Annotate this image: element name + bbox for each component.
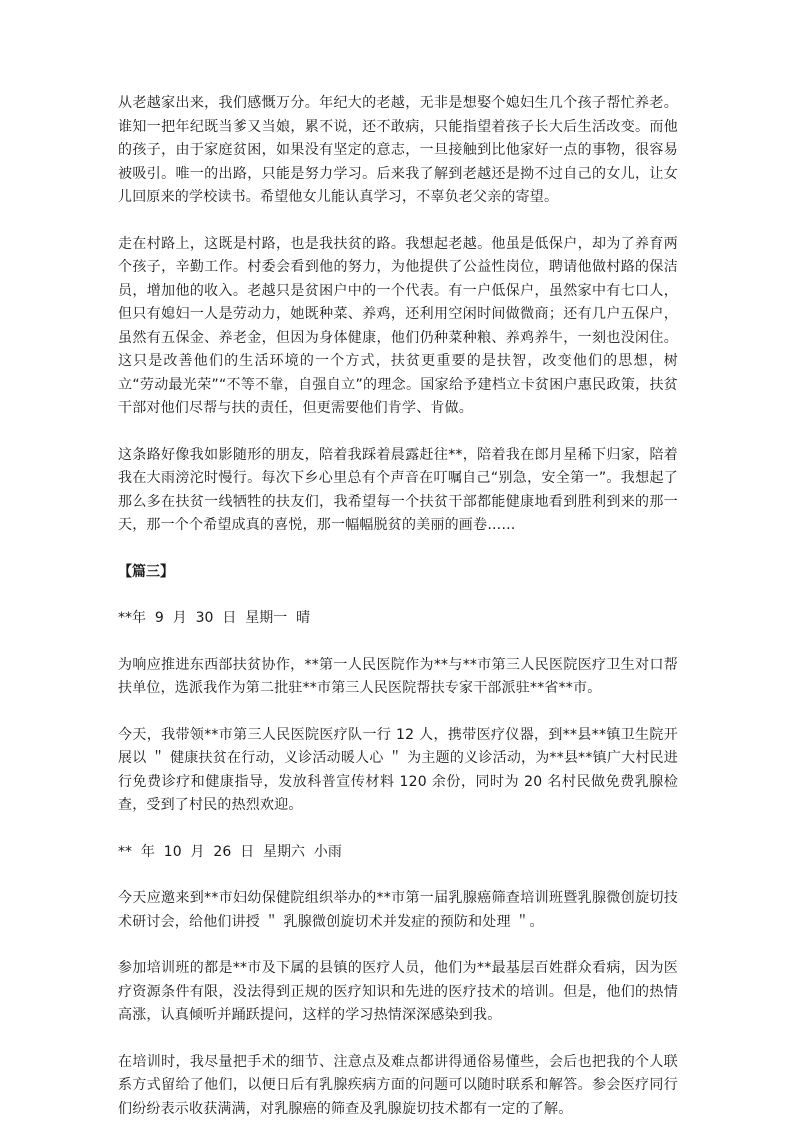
paragraph-entry1-intro: 为响应推进东西部扶贫协作，**第一人民医院作为**与**市第三人民医院医疗卫生对口帮扶单位，选派我作为第二批驻**市第三人民医院帮扶专家干部派驻**省**市。 [118,656,678,696]
paragraph-road-friend: 这条路好像我如影随形的朋友，陪着我踩着晨露赶往**，陪着我在郎月星稀下归家，陪着我在大雨滂沱时慢行。每次下乡心里总有个声音在叮嘱自己“别急，安全第一”。我想起了那么多在扶贫一线牺牲的扶友们，我希望每一个扶贫干部都能健康地看到胜利到来的那一天，那一个个希望成真的喜悦，那一幅幅脱贫的美丽的画卷…… [118,446,678,533]
paragraph-entry2-seminar: 今天应邀来到**市妇幼保健院组织举办的**市第一届乳腺癌筛查培训班暨乳腺微创旋切技术研讨会，给他们讲授 ＂ 乳腺微创旋切术并发症的预防和处理 ＂。 [118,890,678,930]
paragraph-entry2-training: 在培训时，我尽量把手术的细节、注意点及难点都讲得通俗易懂些，会后也把我的个人联系方式留给了他们，以便日后有乳腺疾病方面的问题可以随时联系和解答。参会医疗同行们纷纷表示收获满满，对乳腺癌的筛查及乳腺旋切技术都有一定的了解。 [118,1053,678,1117]
diary-date-1: **年 9 月 30 日 星期一 晴 [118,610,311,626]
diary-date-2: ** 年 10 月 26 日 星期六 小雨 [118,843,342,860]
document-body [118,92,678,1121]
section-heading: 【篇三】 [118,563,174,580]
paragraph-laoyue-home: 从老越家出来，我们感慨万分。年纪大的老越，无非是想娶个媳妇生几个孩子帮忙养老。谁知一把年纪既当爹又当娘，累不说，还不敢病，只能指望着孩子长大后生活改变。而他的孩子，由于家庭贫困，如果没有坚定的意志，一旦接触到比他家好一点的事物，很容易被吸引。唯一的出路，只能是努力学习。后来我了解到老越还是拗不过自己的女儿，让女儿回原来的学校读书。希望他女儿能认真学习，不辜负老父亲的寄望。 [118,95,678,205]
paragraph-entry1-clinic: 今天，我带领**市第三人民医院医疗队一行 12 人，携带医疗仪器，到**县**镇卫生院开展以 ＂ 健康扶贫在行动，义诊活动暖人心 ＂ 为主题的义诊活动，为**县**镇广大村民进行免费诊疗和健康指导，发放科普宣传材料 120 余份，同时为 20 名村民做免费乳腺检查，受到了村民的热烈欢迎。 [118,726,678,813]
paragraph-village-road: 走在村路上，这既是村路，也是我扶贫的路。我想起老越。他虽是低保户，却为了养育两个孩子，辛勤工作。村委会看到他的努力，为他提供了公益性岗位，聘请他做村路的保洁员，增加他的收入。老越只是贫困户中的一个代表。有一户低保户，虽然家中有七口人，但只有媳妇一人是劳动力，她既种菜、养鸡，还利用空闲时间做微商；还有几户五保户，虽然有五保金、养老金，但因为身体健康，他们仍种菜种粮、养鸡养牛，一刻也没闲住。这只是改善他们的生活环境的一个方式，扶贫更重要的是扶智，改变他们的思想，树立“劳动最光荣”“不等不靠，自强自立”的理念。国家给予建档立卡贫困户惠民政策，扶贫干部对他们尽帮与扶的责任，但更需要他们肯学、肯做。 [118,235,678,416]
paragraph-entry2-attendees: 参加培训班的都是**市及下属的县镇的医疗人员，他们为**最基层百姓群众看病，因为医疗资源条件有限，没法得到正规的医疗知识和先进的医疗技术的培训。但是，他们的热情高涨，认真倾听并踊跃提问，这样的学习热情深深感染到我。 [118,960,678,1023]
